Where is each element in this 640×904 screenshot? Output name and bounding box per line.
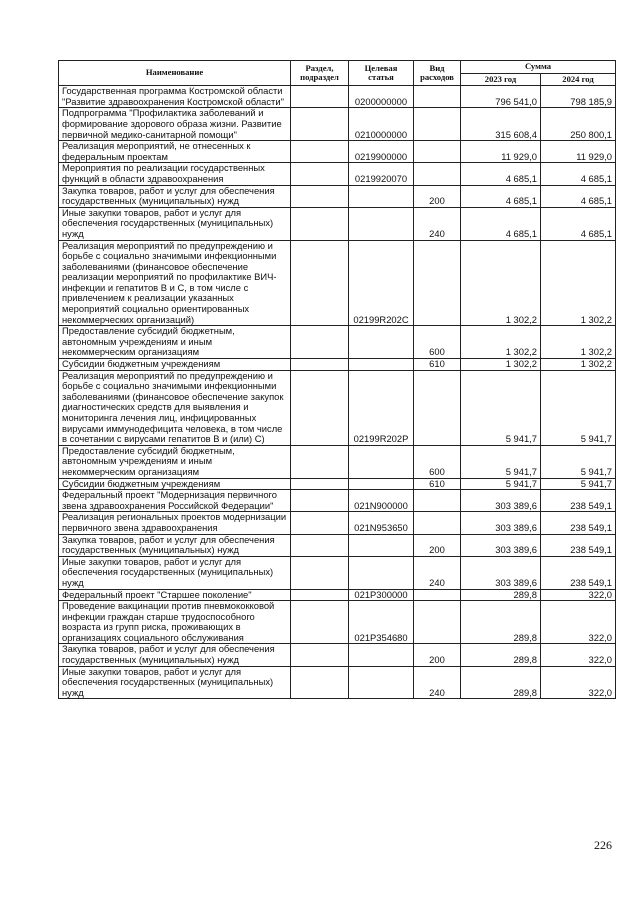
table-row xyxy=(59,478,616,490)
row-sum-2023: 4 685,1 xyxy=(461,185,541,207)
row-name: Иные закупки товаров, работ и услуг для обеспечения государственных (муниципальных) нужд xyxy=(59,666,291,699)
row-section xyxy=(291,490,349,512)
row-section xyxy=(291,644,349,666)
row-article xyxy=(349,644,414,666)
row-article: 021N953650 xyxy=(349,512,414,534)
row-section xyxy=(291,601,349,644)
row-sum-2023: 4 685,1 xyxy=(461,163,541,185)
header-year-2024: 2024 год xyxy=(541,73,616,86)
table-row xyxy=(59,589,616,601)
row-sum-2024: 5 941,7 xyxy=(541,370,616,445)
row-sum-2024: 322,0 xyxy=(541,644,616,666)
row-sum-2024: 322,0 xyxy=(541,666,616,699)
table-row xyxy=(59,108,616,141)
row-expense-type: 610 xyxy=(414,478,461,490)
row-name: Закупка товаров, работ и услуг для обеспечения государственных (муниципальных) нужд xyxy=(59,534,291,556)
row-expense-type: 610 xyxy=(414,359,461,371)
row-section xyxy=(291,666,349,699)
row-section xyxy=(291,207,349,240)
row-section xyxy=(291,163,349,185)
row-sum-2024: 4 685,1 xyxy=(541,185,616,207)
header-article: Целевая статья xyxy=(349,61,414,86)
row-article: 0200000000 xyxy=(349,86,414,108)
row-name: Мероприятия по реализации государственных функций в области здравоохранения xyxy=(59,163,291,185)
row-name: Иные закупки товаров, работ и услуг для обеспечения государственных (муниципальных) нужд xyxy=(59,556,291,589)
table-row xyxy=(59,163,616,185)
row-expense-type xyxy=(414,141,461,163)
row-article xyxy=(349,445,414,478)
table-row xyxy=(59,207,616,240)
row-expense-type: 600 xyxy=(414,326,461,359)
row-section xyxy=(291,359,349,371)
row-expense-type xyxy=(414,370,461,445)
row-sum-2023: 4 685,1 xyxy=(461,207,541,240)
row-sum-2024: 1 302,2 xyxy=(541,240,616,326)
row-expense-type xyxy=(414,601,461,644)
row-article xyxy=(349,534,414,556)
row-article xyxy=(349,556,414,589)
table-row xyxy=(59,601,616,644)
table-row xyxy=(59,644,616,666)
row-name: Предоставление субсидий бюджетным, автономным учреждениям и иным некоммерческим организациям xyxy=(59,445,291,478)
row-name: Закупка товаров, работ и услуг для обеспечения государственных (муниципальных) нужд xyxy=(59,644,291,666)
row-section xyxy=(291,589,349,601)
row-expense-type: 200 xyxy=(414,644,461,666)
row-sum-2023: 1 302,2 xyxy=(461,359,541,371)
row-expense-type xyxy=(414,490,461,512)
header-year-2023: 2023 год xyxy=(461,73,541,86)
row-expense-type: 240 xyxy=(414,666,461,699)
header-section: Раздел, подраздел xyxy=(291,61,349,86)
row-sum-2023: 303 389,6 xyxy=(461,512,541,534)
row-sum-2024: 238 549,1 xyxy=(541,490,616,512)
row-expense-type: 600 xyxy=(414,445,461,478)
row-sum-2023: 303 389,6 xyxy=(461,534,541,556)
row-name: Реализация мероприятий, не отнесенных к федеральным проектам xyxy=(59,141,291,163)
row-expense-type: 240 xyxy=(414,556,461,589)
row-expense-type: 200 xyxy=(414,534,461,556)
row-expense-type: 200 xyxy=(414,185,461,207)
row-sum-2023: 11 929,0 xyxy=(461,141,541,163)
row-expense-type: 240 xyxy=(414,207,461,240)
row-article: 02199R202C xyxy=(349,240,414,326)
table-row xyxy=(59,370,616,445)
row-section xyxy=(291,86,349,108)
row-article: 0219920070 xyxy=(349,163,414,185)
row-section xyxy=(291,512,349,534)
row-section xyxy=(291,445,349,478)
row-article xyxy=(349,666,414,699)
row-sum-2023: 5 941,7 xyxy=(461,445,541,478)
table-row xyxy=(59,445,616,478)
row-name: Предоставление субсидий бюджетным, автономным учреждениям и иным некоммерческим организациям xyxy=(59,326,291,359)
table-row xyxy=(59,141,616,163)
row-sum-2024: 238 549,1 xyxy=(541,534,616,556)
row-sum-2023: 289,8 xyxy=(461,601,541,644)
row-section xyxy=(291,326,349,359)
table-row xyxy=(59,666,616,699)
table-row xyxy=(59,556,616,589)
row-sum-2023: 1 302,2 xyxy=(461,240,541,326)
row-article xyxy=(349,478,414,490)
row-sum-2023: 289,8 xyxy=(461,589,541,601)
row-expense-type xyxy=(414,163,461,185)
row-sum-2023: 1 302,2 xyxy=(461,326,541,359)
table-row xyxy=(59,326,616,359)
row-expense-type xyxy=(414,589,461,601)
row-sum-2024: 238 549,1 xyxy=(541,512,616,534)
row-name: Федеральный проект "Старшее поколение" xyxy=(59,589,291,601)
row-sum-2024: 322,0 xyxy=(541,601,616,644)
row-article: 021P300000 xyxy=(349,589,414,601)
row-name: Закупка товаров, работ и услуг для обеспечения государственных (муниципальных) нужд xyxy=(59,185,291,207)
row-article: 0210000000 xyxy=(349,108,414,141)
row-article xyxy=(349,359,414,371)
row-name: Субсидии бюджетным учреждениям xyxy=(59,478,291,490)
row-sum-2024: 322,0 xyxy=(541,589,616,601)
page-number: 226 xyxy=(594,838,612,852)
row-name: Федеральный проект "Модернизация первичного звена здравоохранения Российской Федерации" xyxy=(59,490,291,512)
row-sum-2024: 238 549,1 xyxy=(541,556,616,589)
row-article xyxy=(349,207,414,240)
row-expense-type xyxy=(414,240,461,326)
row-section xyxy=(291,478,349,490)
row-section xyxy=(291,556,349,589)
row-sum-2023: 5 941,7 xyxy=(461,478,541,490)
row-article xyxy=(349,185,414,207)
row-article: 021N900000 xyxy=(349,490,414,512)
row-sum-2023: 796 541,0 xyxy=(461,86,541,108)
table-row xyxy=(59,86,616,108)
row-name: Подпрограмма "Профилактика заболеваний и формирование здорового образа жизни. Развитие первичной медико-санитарной помощи" xyxy=(59,108,291,141)
row-article: 021P354680 xyxy=(349,601,414,644)
row-name: Государственная программа Костромской области "Развитие здравоохранения Костромской области" xyxy=(59,86,291,108)
table-row xyxy=(59,512,616,534)
row-name: Реализация региональных проектов модернизации первичного звена здравоохранения xyxy=(59,512,291,534)
row-name: Реализация мероприятий по предупреждению и борьбе с социально значимыми инфекционными заболеваниями (финансовое обеспечение закупок диагностических средств для выявления и мониторинга лечения лиц, инфицированных вирусами иммунодефицита человека, в том числе в сочетании с вирусами гепатитов В и (или) С) xyxy=(59,370,291,445)
row-sum-2023: 289,8 xyxy=(461,666,541,699)
row-sum-2023: 5 941,7 xyxy=(461,370,541,445)
table-row xyxy=(59,359,616,371)
row-sum-2024: 5 941,7 xyxy=(541,445,616,478)
row-sum-2023: 315 608,4 xyxy=(461,108,541,141)
row-section xyxy=(291,240,349,326)
table-row xyxy=(59,240,616,326)
row-section xyxy=(291,185,349,207)
row-sum-2023: 303 389,6 xyxy=(461,556,541,589)
row-expense-type xyxy=(414,86,461,108)
row-section xyxy=(291,534,349,556)
table-row xyxy=(59,534,616,556)
row-sum-2024: 1 302,2 xyxy=(541,359,616,371)
row-name: Иные закупки товаров, работ и услуг для обеспечения государственных (муниципальных) нужд xyxy=(59,207,291,240)
row-article: 0219900000 xyxy=(349,141,414,163)
row-name: Субсидии бюджетным учреждениям xyxy=(59,359,291,371)
header-sum: Сумма xyxy=(461,61,616,74)
row-expense-type xyxy=(414,108,461,141)
table-row xyxy=(59,185,616,207)
table-row xyxy=(59,490,616,512)
header-name: Наименование xyxy=(59,61,291,86)
row-sum-2023: 303 389,6 xyxy=(461,490,541,512)
header-expense-type: Вид расходов xyxy=(414,61,461,86)
row-sum-2024: 4 685,1 xyxy=(541,163,616,185)
budget-table-container xyxy=(58,60,615,699)
row-name: Проведение вакцинации против пневмококковой инфекции граждан старше трудоспособного возраста из групп риска, проживающих в организациях социального обслуживания xyxy=(59,601,291,644)
row-sum-2024: 4 685,1 xyxy=(541,207,616,240)
row-expense-type xyxy=(414,512,461,534)
row-name: Реализация мероприятий по предупреждению и борьбе с социально значимыми инфекционными заболеваниями (финансовое обеспечение реализации мероприятий по профилактике ВИЧ- инфекции и гепатитов В и С, в том числе с привлечением к реализации указанных мероприятий социально ориентированных некоммерческих организаций) xyxy=(59,240,291,326)
budget-table xyxy=(58,60,616,699)
row-sum-2023: 289,8 xyxy=(461,644,541,666)
row-sum-2024: 11 929,0 xyxy=(541,141,616,163)
row-section xyxy=(291,370,349,445)
row-sum-2024: 250 800,1 xyxy=(541,108,616,141)
row-sum-2024: 1 302,2 xyxy=(541,326,616,359)
row-section xyxy=(291,108,349,141)
row-article: 02199R202P xyxy=(349,370,414,445)
row-sum-2024: 798 185,9 xyxy=(541,86,616,108)
row-section xyxy=(291,141,349,163)
row-article xyxy=(349,326,414,359)
row-sum-2024: 5 941,7 xyxy=(541,478,616,490)
